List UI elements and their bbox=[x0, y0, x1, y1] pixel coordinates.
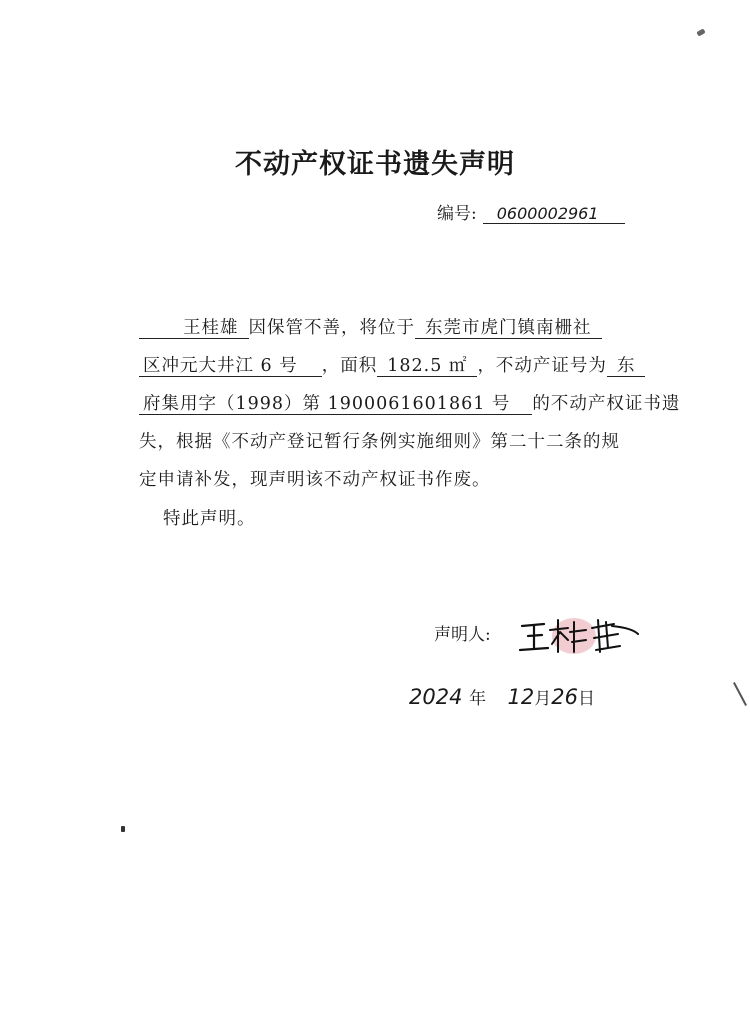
date-year: 2024 bbox=[409, 685, 463, 709]
certificate-number-cont: 府集用字（1998）第 1900061601861 号 bbox=[139, 394, 532, 415]
date-month: 12 bbox=[507, 685, 535, 709]
scan-line-mark bbox=[733, 682, 747, 706]
date-day: 26 bbox=[551, 685, 578, 709]
property-address: 东莞市虎门镇南栅社 bbox=[415, 318, 602, 339]
certificate-number: 东 bbox=[607, 356, 646, 377]
property-area: 182.5 ㎡ bbox=[377, 356, 477, 377]
body-line-5: 定申请补发，现声明该不动产权证书作废。 bbox=[139, 470, 491, 490]
document-title: 不动产权证书遗失声明 bbox=[235, 149, 515, 180]
scan-speck bbox=[121, 826, 125, 832]
document-number-row bbox=[437, 199, 625, 224]
declarant-label: 声明人: bbox=[434, 625, 491, 645]
body-line-2 bbox=[139, 347, 639, 385]
date-month-unit: 月 bbox=[534, 689, 552, 709]
number-value: 0600002961 bbox=[483, 204, 625, 224]
closing-statement: 特此声明。 bbox=[163, 509, 256, 529]
declaration-body bbox=[139, 309, 681, 499]
date-year-unit: 年 bbox=[469, 689, 487, 709]
scan-speck bbox=[696, 28, 705, 36]
property-address-cont: 区冲元大井江 6 号 bbox=[139, 356, 322, 377]
signature-icon bbox=[514, 608, 644, 658]
signature-date bbox=[409, 684, 595, 709]
body-text: ，不动产证号为 bbox=[477, 356, 607, 376]
owner-name: 王桂雄 bbox=[139, 318, 249, 339]
body-line-1 bbox=[139, 309, 639, 347]
date-day-unit: 日 bbox=[577, 689, 595, 709]
body-text: 因保管不善，将位于 bbox=[248, 318, 415, 338]
number-label: 编号: bbox=[437, 204, 477, 224]
body-text: 的不动产权证书遗 bbox=[532, 394, 681, 414]
body-text: ，面积 bbox=[321, 356, 378, 376]
body-line-4: 失，根据《不动产登记暂行条例实施细则》第二十二条的规 bbox=[139, 432, 620, 452]
body-line-3 bbox=[139, 385, 681, 423]
